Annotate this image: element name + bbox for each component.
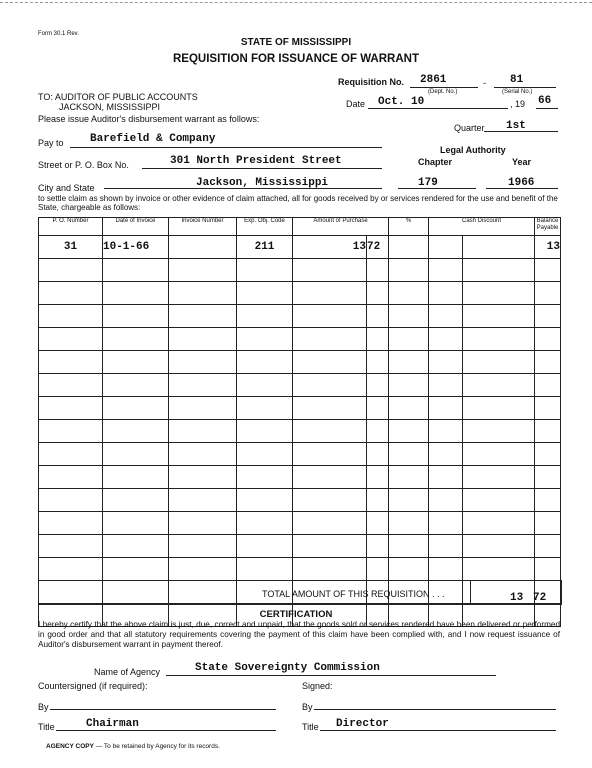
col-balance-payable: Balance Payable — [535, 218, 561, 236]
col-percent: % — [389, 218, 429, 236]
total-divider — [470, 580, 471, 604]
total-cents: 72 — [533, 592, 547, 604]
date-label: Date — [346, 99, 366, 109]
title-label-right: Title — [302, 722, 319, 732]
discount-dollars-cell — [429, 236, 463, 259]
city-value: Jackson, Mississippi — [196, 177, 329, 189]
table-row — [39, 282, 561, 305]
claim-table — [38, 217, 561, 627]
table-header-row — [39, 218, 561, 236]
col-cash-discount: Cash Discount — [429, 218, 535, 236]
table-row — [39, 489, 561, 512]
footer-agency-copy: AGENCY COPY — [46, 743, 94, 750]
date-year-prefix: , 19 — [510, 99, 526, 109]
col-date-of-invoice: Date of Invoice — [103, 218, 169, 236]
col-amount-of-purchase: Amount of Purchase — [293, 218, 389, 236]
amount-cents-cell: 72 — [367, 236, 389, 259]
pay-to-value: Barefield & Company — [90, 133, 216, 145]
agency-label: Name of Agency — [94, 667, 161, 677]
dept-no-value: 2861 — [420, 74, 447, 86]
table-row — [39, 443, 561, 466]
table-row — [39, 466, 561, 489]
serial-no-line — [494, 87, 556, 88]
title-value-right: Director — [336, 718, 389, 730]
city-label: City and State — [38, 183, 95, 193]
amount-dollars-cell: 13 — [293, 236, 367, 259]
table-row — [39, 351, 561, 374]
year-value: 1966 — [508, 177, 535, 189]
chapter-label: Chapter — [418, 157, 453, 167]
col-invoice-number: Invoice Number — [169, 218, 237, 236]
total-label: TOTAL AMOUNT OF THIS REQUISITION . . . — [262, 589, 445, 599]
certification-text: I hereby certify that the above claim is just, due, correct and unpaid, that the goods sold or services rendered have been delivered or performed in good order and that all statutory requirements covering the payment of this claim have been complied with, and I now request issuance of Auditor's disbursement warrant in payment thereof. — [38, 620, 560, 649]
total-dollars: 13 — [510, 592, 524, 604]
state-heading: STATE OF MISSISSIPPI — [240, 37, 352, 48]
table-row — [39, 535, 561, 558]
table-row — [39, 374, 561, 397]
title-value-left: Chairman — [86, 718, 139, 730]
col-po-number: P. O. Number — [39, 218, 103, 236]
legal-authority-heading: Legal Authority — [440, 145, 506, 155]
street-value: 301 North President Street — [170, 155, 342, 167]
table-row — [39, 420, 561, 443]
countersigned-label: Countersigned (if required): — [38, 681, 148, 691]
certification-heading: CERTIFICATION — [259, 609, 333, 620]
table-row — [39, 512, 561, 535]
chapter-value: 179 — [418, 177, 438, 189]
date-line — [368, 108, 508, 109]
title-line-right — [320, 730, 556, 731]
street-label: Street or P. O. Box No. — [38, 160, 129, 170]
quarter-value: 1st — [506, 120, 526, 132]
dept-no-caption: (Dept. No.) — [428, 89, 458, 95]
table-row — [39, 259, 561, 282]
title-label-left: Title — [38, 722, 55, 732]
table-row — [39, 305, 561, 328]
discount-cents-cell — [463, 236, 535, 259]
form-title: REQUISITION FOR ISSUANCE OF WARRANT — [173, 53, 419, 65]
serial-no-caption: (Serial No.) — [502, 89, 533, 95]
by-line-right — [314, 709, 556, 710]
by-line-left — [50, 709, 276, 710]
po-number-cell: 31 — [39, 236, 103, 259]
title-line-left — [56, 730, 276, 731]
col-exp-obj-code: Exp. Obj. Code — [237, 218, 293, 236]
signed-label: Signed: — [302, 681, 333, 691]
agency-line — [166, 675, 496, 676]
pay-to-label: Pay to — [38, 138, 64, 148]
street-line — [142, 168, 382, 169]
form-number: Form 30.1 Rev. — [38, 31, 79, 37]
exp-code-cell: 211 — [237, 236, 293, 259]
date-year-line — [536, 108, 558, 109]
quarter-label: Quarter — [454, 123, 485, 133]
balance-dollars-cell: 13 — [535, 236, 561, 259]
invoice-number-cell — [169, 236, 237, 259]
footer-rest: — To be retained by Agency for its records. — [93, 743, 220, 750]
agency-value: State Sovereignty Commission — [195, 662, 380, 674]
table-row — [39, 397, 561, 420]
table-row — [39, 236, 561, 259]
to-line-1: TO: AUDITOR OF PUBLIC ACCOUNTS — [38, 92, 198, 102]
by-label-left: By — [38, 702, 49, 712]
percent-cell — [389, 236, 429, 259]
footer-note — [46, 743, 220, 750]
date-year-suffix: 66 — [538, 95, 552, 107]
table-row — [39, 558, 561, 581]
settle-claim-text: to settle claim as shown by invoice or other evidence of claim attached, all for goods received by or services rendered for the use and benefit of the State, chargeable as follows: — [38, 194, 558, 212]
invoice-date-cell: 10-1-66 — [103, 236, 169, 259]
table-row — [39, 328, 561, 351]
top-perforation — [0, 2, 592, 3]
pay-to-line — [70, 147, 382, 148]
by-label-right: By — [302, 702, 313, 712]
year-label: Year — [512, 157, 532, 167]
serial-no-value: 81 — [510, 74, 524, 86]
instruction-text: Please issue Auditor's disbursement warrant as follows: — [38, 114, 260, 124]
requisition-label: Requisition No. — [338, 77, 404, 87]
date-value: Oct. 10 — [378, 96, 425, 108]
dept-no-line — [410, 87, 478, 88]
to-line-2: JACKSON, MISSISSIPPI — [59, 102, 161, 112]
requisition-dash: - — [483, 78, 486, 88]
